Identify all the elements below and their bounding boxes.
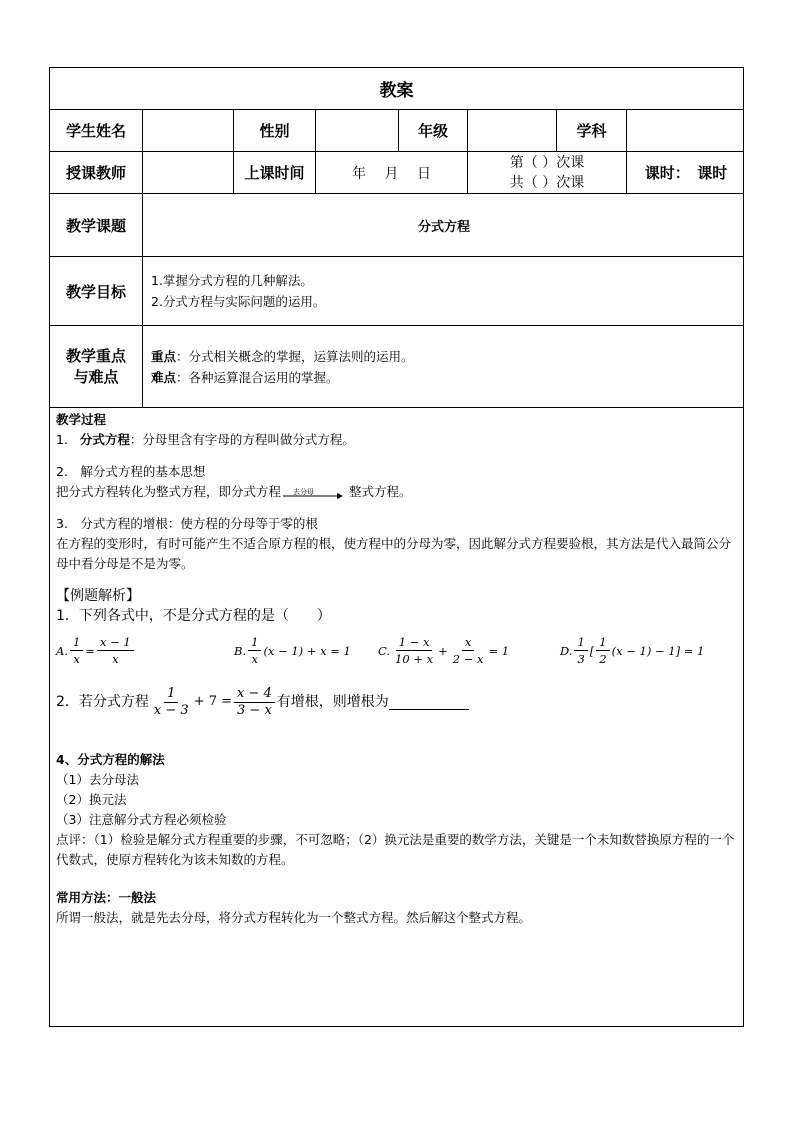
option-c[interactable] bbox=[378, 634, 509, 667]
answer-blank[interactable] bbox=[389, 695, 469, 710]
option-b[interactable] bbox=[234, 634, 351, 667]
class-time-label: 上课时间 bbox=[234, 152, 316, 193]
option-b-den: x bbox=[251, 652, 259, 666]
key-text: ：分式相关概念的掌握，运算法则的运用。 bbox=[176, 348, 414, 364]
option-a-num2: x − 1 bbox=[97, 634, 134, 651]
examples-heading: 【例题解析】 bbox=[56, 588, 140, 604]
section-2-text-b: 整式方程。 bbox=[349, 484, 412, 499]
header-row bbox=[50, 68, 743, 110]
section-1-number: 1. bbox=[56, 432, 68, 447]
period-label: 课时： 课时 bbox=[644, 164, 728, 182]
option-c-den1: 10 + x bbox=[395, 652, 434, 666]
option-a-num1: 1 bbox=[70, 634, 83, 651]
topic-row bbox=[50, 194, 743, 257]
topic-label: 教学课题 bbox=[50, 194, 143, 256]
question-1-options bbox=[56, 626, 740, 680]
question-2-prefix: 2．若分式方程 bbox=[56, 694, 149, 710]
goals-label: 教学目标 bbox=[50, 257, 143, 325]
method-title: 常用方法：一般法 bbox=[56, 890, 157, 905]
subject-label: 学科 bbox=[557, 110, 627, 151]
teacher-field[interactable] bbox=[143, 152, 234, 193]
session-total: 共（ ）次课 bbox=[509, 174, 585, 191]
option-c-num2: x bbox=[462, 634, 475, 651]
hard-label: 难点 bbox=[151, 369, 177, 385]
option-d-den1: 3 bbox=[577, 652, 585, 666]
question-2-suffix: 有增根，则增根为 bbox=[276, 694, 389, 710]
student-name-field[interactable] bbox=[143, 110, 234, 151]
solution-method-item: （2）换元法 bbox=[56, 792, 127, 807]
option-c-num1: 1 − x bbox=[396, 634, 433, 651]
topic-value: 分式方程 bbox=[417, 219, 470, 235]
keypoints-label bbox=[50, 326, 143, 407]
question-2-mid: + 7 = bbox=[193, 694, 233, 709]
option-d-num2: 1 bbox=[596, 634, 609, 651]
section-2-title: 2. 解分式方程的基本思想 bbox=[56, 464, 206, 479]
method-text: 所谓一般法，就是先去分母，将分式方程转化为一个整式方程。然后解这个整式方程。 bbox=[56, 910, 532, 925]
student-name-label: 学生姓名 bbox=[50, 110, 143, 151]
option-c-den2: 2 − x bbox=[452, 652, 484, 666]
option-d-num1: 1 bbox=[574, 634, 587, 651]
session-nth: 第（ ）次课 bbox=[509, 154, 585, 171]
question-2-num2: x − 4 bbox=[234, 686, 275, 703]
option-a[interactable] bbox=[56, 634, 136, 667]
process-heading: 教学过程 bbox=[56, 412, 107, 427]
goal-item: 1.掌握分式方程的几种解法。 bbox=[151, 273, 313, 288]
option-b-num: 1 bbox=[248, 634, 261, 651]
option-d-prefix: D. bbox=[560, 643, 573, 658]
option-c-prefix: C. bbox=[378, 643, 391, 658]
solution-method-item: （3）注意解分式方程必须检验 bbox=[56, 812, 227, 827]
solution-method-item: （1）去分母法 bbox=[56, 772, 139, 787]
section-1-text: ：分母里含有字母的方程叫做分式方程。 bbox=[129, 432, 355, 447]
question-1: 1．下列各式中，不是分式方程的是（ ） bbox=[56, 608, 331, 624]
option-d-den2: 2 bbox=[599, 652, 607, 666]
keypoints-content bbox=[143, 326, 745, 407]
hard-text: ：各种运算混合运用的掌握。 bbox=[176, 369, 339, 385]
section-3-title: 3. 分式方程的增根：使方程的分母等于零的根 bbox=[56, 516, 318, 531]
session-count bbox=[468, 152, 627, 193]
gender-label: 性别 bbox=[234, 110, 316, 151]
goal-item: 2.分式方程与实际问题的运用。 bbox=[151, 294, 326, 309]
section-1 bbox=[56, 430, 740, 450]
key-label: 重点 bbox=[151, 348, 177, 364]
option-d[interactable] bbox=[560, 634, 704, 667]
page-title: 教案 bbox=[379, 81, 414, 101]
section-1-term: 分式方程 bbox=[79, 432, 130, 447]
info-row-2 bbox=[50, 152, 743, 194]
goals-row bbox=[50, 257, 743, 326]
grade-field[interactable] bbox=[468, 110, 557, 151]
teacher-label: 授课教师 bbox=[50, 152, 143, 193]
section-4-title: 4、分式方程的解法 bbox=[56, 752, 165, 767]
option-b-prefix: B. bbox=[234, 643, 247, 658]
section-4-note: 点评：（1）检验是解分式方程重要的步骤，不可忽略；（2）换元法是重要的数学方法，关键是一个未知数替换原方程的一个代数式，使原方程转化为该未知数的方程。 bbox=[56, 832, 735, 867]
arrow-label: 去分母 bbox=[293, 487, 315, 496]
option-a-eq: = bbox=[85, 643, 95, 658]
option-d-tail: (x − 1) − 1] = 1 bbox=[611, 643, 705, 658]
option-c-plus: + bbox=[438, 643, 448, 658]
question-2-den1: x − 3 bbox=[153, 702, 189, 718]
gender-field[interactable] bbox=[316, 110, 399, 151]
keypoints-label-line2: 与难点 bbox=[73, 367, 119, 386]
lesson-plan-sheet bbox=[49, 67, 744, 1027]
hard-point bbox=[151, 367, 339, 388]
section-2-text bbox=[56, 482, 740, 502]
goals-list bbox=[143, 257, 745, 325]
option-d-bracket: [ bbox=[589, 643, 595, 658]
subject-field[interactable] bbox=[627, 110, 745, 151]
question-2 bbox=[56, 680, 740, 724]
teaching-process bbox=[56, 410, 740, 928]
keypoints-label-line1: 教学重点 bbox=[65, 346, 126, 365]
option-a-prefix: A. bbox=[56, 643, 68, 658]
question-2-num1: 1 bbox=[164, 686, 178, 703]
section-3-text: 在方程的变形时，有时可能产生不适合原方程的根，使方程中的分母为零，因此解分式方程要验根，其方法是代入最简公分母中看分母是不是为零。 bbox=[56, 536, 732, 571]
grade-label: 年级 bbox=[399, 110, 468, 151]
section-2-text-a: 把分式方程转化为整式方程，即分式方程 bbox=[56, 484, 282, 499]
keypoints-row bbox=[50, 326, 743, 408]
question-2-den2: 3 − x bbox=[237, 702, 272, 718]
option-b-tail: (x − 1) + x = 1 bbox=[263, 643, 351, 658]
class-date-field[interactable]: 年 月 日 bbox=[316, 152, 468, 193]
option-a-den2: x bbox=[112, 652, 119, 666]
option-a-den1: x bbox=[73, 652, 80, 666]
info-row-1 bbox=[50, 110, 743, 152]
arrow-icon bbox=[283, 486, 343, 500]
key-point bbox=[151, 346, 414, 367]
option-c-tail: = 1 bbox=[488, 643, 510, 658]
